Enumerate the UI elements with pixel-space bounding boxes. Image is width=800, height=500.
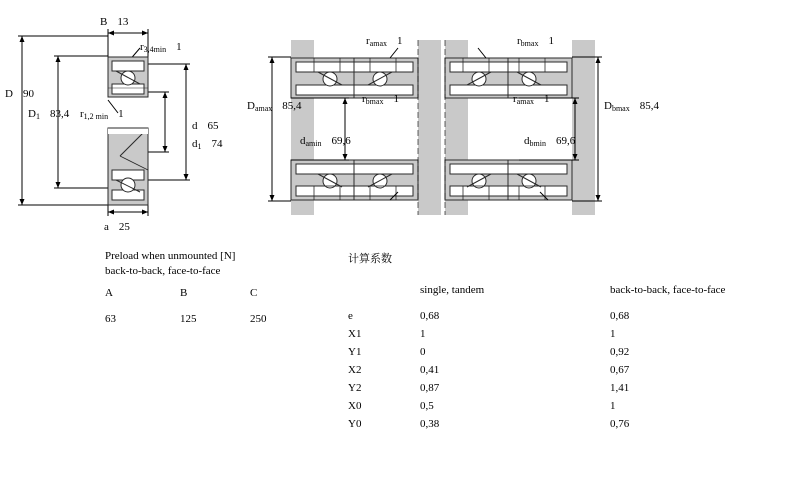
factor-single: 0,38 bbox=[420, 418, 440, 430]
preload-value-c: 250 bbox=[250, 313, 267, 325]
table-row bbox=[105, 299, 267, 325]
factor-pair: 1,41 bbox=[610, 382, 630, 394]
label-rbmax-top-right: $r_{bmax}$ 1 bbox=[517, 35, 554, 48]
table-row: Y2 0,87 1,41 bbox=[348, 376, 725, 394]
table-row bbox=[348, 296, 725, 322]
dim-a: a 25 bbox=[104, 221, 130, 233]
factor-pair: 0,68 bbox=[610, 310, 630, 322]
factors-header-pair: back-to-back, face-to-face bbox=[610, 284, 726, 296]
table-row: X2 0,41 0,67 bbox=[348, 358, 725, 376]
factor-symbol: X bbox=[348, 400, 356, 412]
factors-header-single: single, tandem bbox=[420, 284, 485, 296]
table-row: X1 1 1 bbox=[348, 322, 725, 340]
dim-d: d 65 bbox=[192, 120, 219, 132]
factor-pair: 0,67 bbox=[610, 364, 630, 376]
preload-table-title: Preload when unmounted [N] bbox=[105, 250, 236, 262]
preload-value-a: 63 bbox=[105, 313, 116, 325]
dim-D1: $D_1$ 83,4 bbox=[28, 108, 70, 121]
factor-single: 0,68 bbox=[420, 310, 440, 322]
factors-table-grid bbox=[348, 284, 725, 430]
factor-symbol: Y bbox=[348, 382, 356, 394]
factors-header-symbol bbox=[348, 284, 420, 296]
factor-single: 0,41 bbox=[420, 364, 440, 376]
factor-pair: 0,92 bbox=[610, 346, 630, 358]
factor-single: 1 bbox=[420, 328, 426, 340]
factor-single: 0,87 bbox=[420, 382, 440, 394]
preload-header-c: C bbox=[250, 287, 258, 299]
factor-pair: 1 bbox=[610, 400, 616, 412]
factor-pair: 1 bbox=[610, 328, 616, 340]
factor-pair: 0,76 bbox=[610, 418, 630, 430]
dim-Dbmax: $D_{bmax}$ 85,4 bbox=[604, 100, 659, 113]
label-ramax-mid-right: $r_{amax}$ 1 bbox=[513, 93, 550, 106]
table-row bbox=[105, 287, 267, 299]
table-row: Y1 0 0,92 bbox=[348, 340, 725, 358]
table-row: Y0 0,38 0,76 bbox=[348, 412, 725, 430]
factor-single: 0,5 bbox=[420, 400, 434, 412]
dim-r34min: $r_{3,4min}$ 1 bbox=[140, 41, 182, 54]
factor-symbol: e bbox=[348, 310, 353, 322]
table-row: X0 0,5 1 bbox=[348, 394, 725, 412]
label-rbmax-mid-left: $r_{bmax}$ 1 bbox=[362, 93, 399, 106]
factor-symbol: Y bbox=[348, 418, 356, 430]
preload-value-b: 125 bbox=[180, 313, 197, 325]
preload-table bbox=[105, 250, 315, 325]
dim-D: D 90 bbox=[5, 88, 34, 100]
dim-d1: $d_1$ 74 bbox=[192, 138, 223, 151]
factor-symbol: X bbox=[348, 364, 356, 376]
dim-r12min: $r_{1,2 min}$ 1 bbox=[80, 108, 124, 121]
table-row bbox=[348, 284, 725, 296]
dim-dbmin: $d_{bmin}$ 69,6 bbox=[524, 135, 576, 148]
label-ramax-top-left: $r_{amax}$ 1 bbox=[366, 35, 403, 48]
factor-symbol: X bbox=[348, 328, 356, 340]
preload-header-a: A bbox=[105, 287, 113, 299]
factors-table-title: 计算系数 bbox=[348, 253, 392, 265]
dim-damin: $d_{amin}$ 69,6 bbox=[300, 135, 351, 148]
preload-table-grid bbox=[105, 287, 267, 325]
factors-table bbox=[348, 250, 768, 430]
dim-Damax: $D_{amax}$ 85,4 bbox=[247, 100, 302, 113]
preload-header-b: B bbox=[180, 287, 188, 299]
dim-B: B 13 bbox=[100, 16, 129, 28]
preload-table-subtitle: back-to-back, face-to-face bbox=[105, 265, 221, 277]
factor-symbol: Y bbox=[348, 346, 356, 358]
factor-single: 0 bbox=[420, 346, 426, 358]
